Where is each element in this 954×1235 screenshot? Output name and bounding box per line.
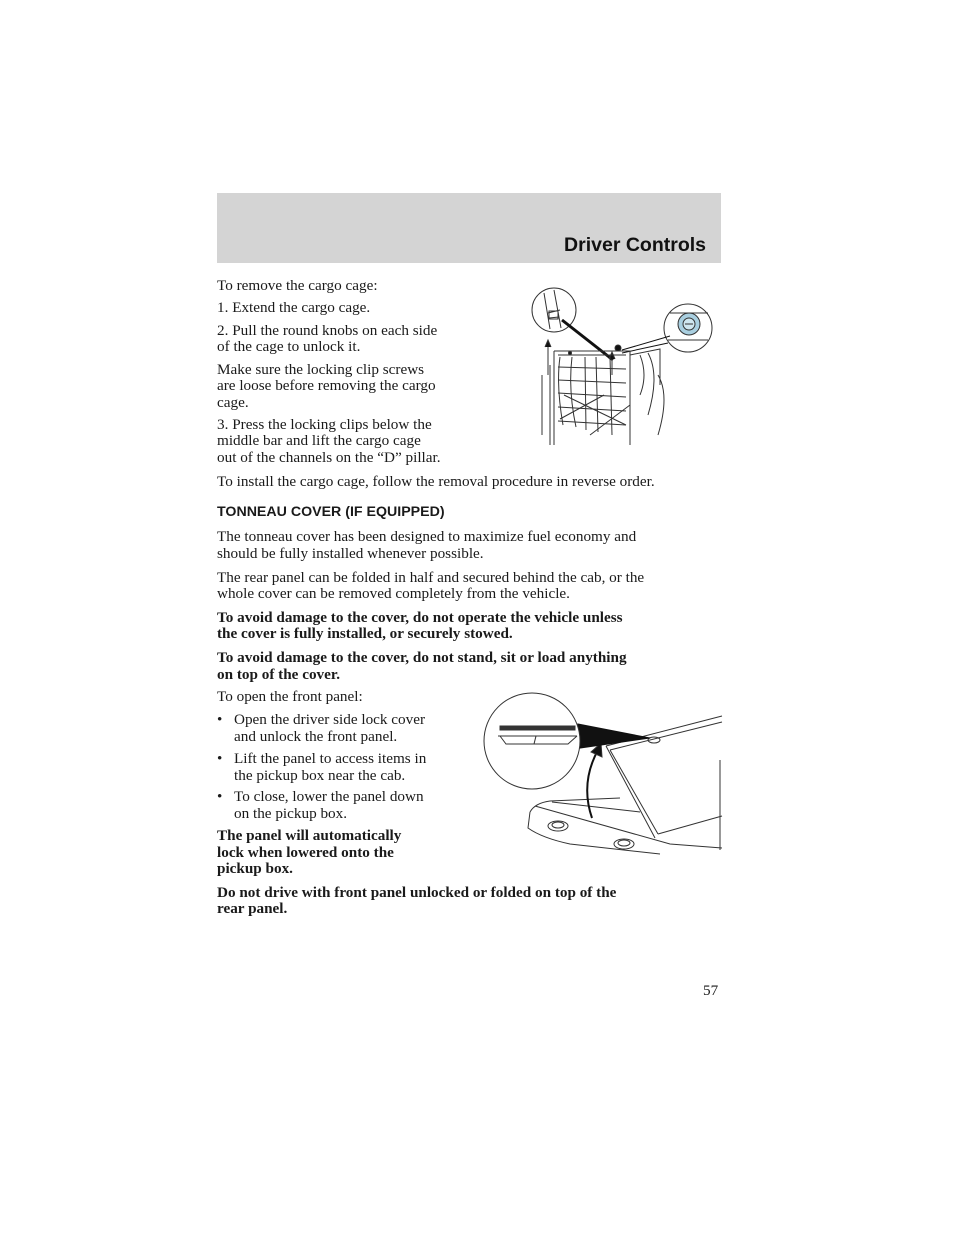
- final-warning-line1: Do not drive with front panel unlocked or folded on top of the: [217, 884, 617, 901]
- warning-2-line2: on top of the cover.: [217, 666, 341, 683]
- cargo-step-3-line3: out of the channels on the “D” pillar.: [217, 449, 441, 466]
- tonneau-p1-line2: should be fully installed whenever possible.: [217, 545, 484, 562]
- cargo-step-2-line2: of the cage to unlock it.: [217, 338, 361, 355]
- tonneau-heading: TONNEAU COVER (IF EQUIPPED): [217, 504, 445, 520]
- bullet-1-line2: and unlock the front panel.: [234, 727, 398, 745]
- section-title: Driver Controls: [564, 234, 706, 256]
- tonneau-p2-line1: The rear panel can be folded in half and secured behind the cab, or the: [217, 569, 645, 586]
- cargo-cage-illustration: [530, 285, 715, 450]
- bullet-2-line2: the pickup box near the cab.: [234, 766, 406, 784]
- cargo-install-note: To install the cargo cage, follow the removal procedure in reverse order.: [217, 473, 655, 490]
- bullet-3-line1: To close, lower the panel down: [234, 788, 424, 805]
- auto-lock-line2: lock when lowered onto the: [217, 844, 394, 861]
- final-warning-line2: rear panel.: [217, 900, 288, 917]
- auto-lock-line3: pickup box.: [217, 860, 293, 877]
- auto-lock-line1: The panel will automatically: [217, 827, 402, 844]
- bullet-3-line2: on the pickup box.: [234, 804, 348, 822]
- tonneau-p1-line1: The tonneau cover has been designed to maximize fuel economy and: [217, 528, 637, 545]
- open-front-panel-intro: To open the front panel:: [217, 688, 363, 705]
- cargo-intro: To remove the cargo cage:: [217, 277, 378, 294]
- tonneau-p2-line2: whole cover can be removed completely from the vehicle.: [217, 585, 570, 602]
- bullet-mark: •: [217, 750, 223, 767]
- cargo-step-2-line1: 2. Pull the round knobs on each side: [217, 322, 438, 339]
- bullet-2-line1: Lift the panel to access items in: [234, 750, 427, 767]
- cargo-note-line2: are loose before removing the cargo: [217, 377, 436, 394]
- page-number: 57: [703, 982, 719, 999]
- warning-2-line1: To avoid damage to the cover, do not stand, sit or load anything: [217, 649, 627, 666]
- cargo-note-line3: cage.: [217, 394, 249, 411]
- cargo-step-3-line2: middle bar and lift the cargo cage: [217, 432, 421, 449]
- header-band: [217, 193, 721, 263]
- tonneau-cover-illustration: [480, 688, 724, 858]
- cargo-step-1: 1. Extend the cargo cage.: [217, 299, 371, 316]
- cargo-step-3-line1: 3. Press the locking clips below the: [217, 416, 432, 433]
- warning-1-line1: To avoid damage to the cover, do not operate the vehicle unless: [217, 609, 623, 626]
- bullet-mark: •: [217, 788, 223, 805]
- cargo-note-line1: Make sure the locking clip screws: [217, 361, 425, 378]
- bullet-1-line1: Open the driver side lock cover: [234, 711, 426, 728]
- warning-1-line2: the cover is fully installed, or securely stowed.: [217, 625, 513, 642]
- bullet-mark: •: [217, 711, 223, 728]
